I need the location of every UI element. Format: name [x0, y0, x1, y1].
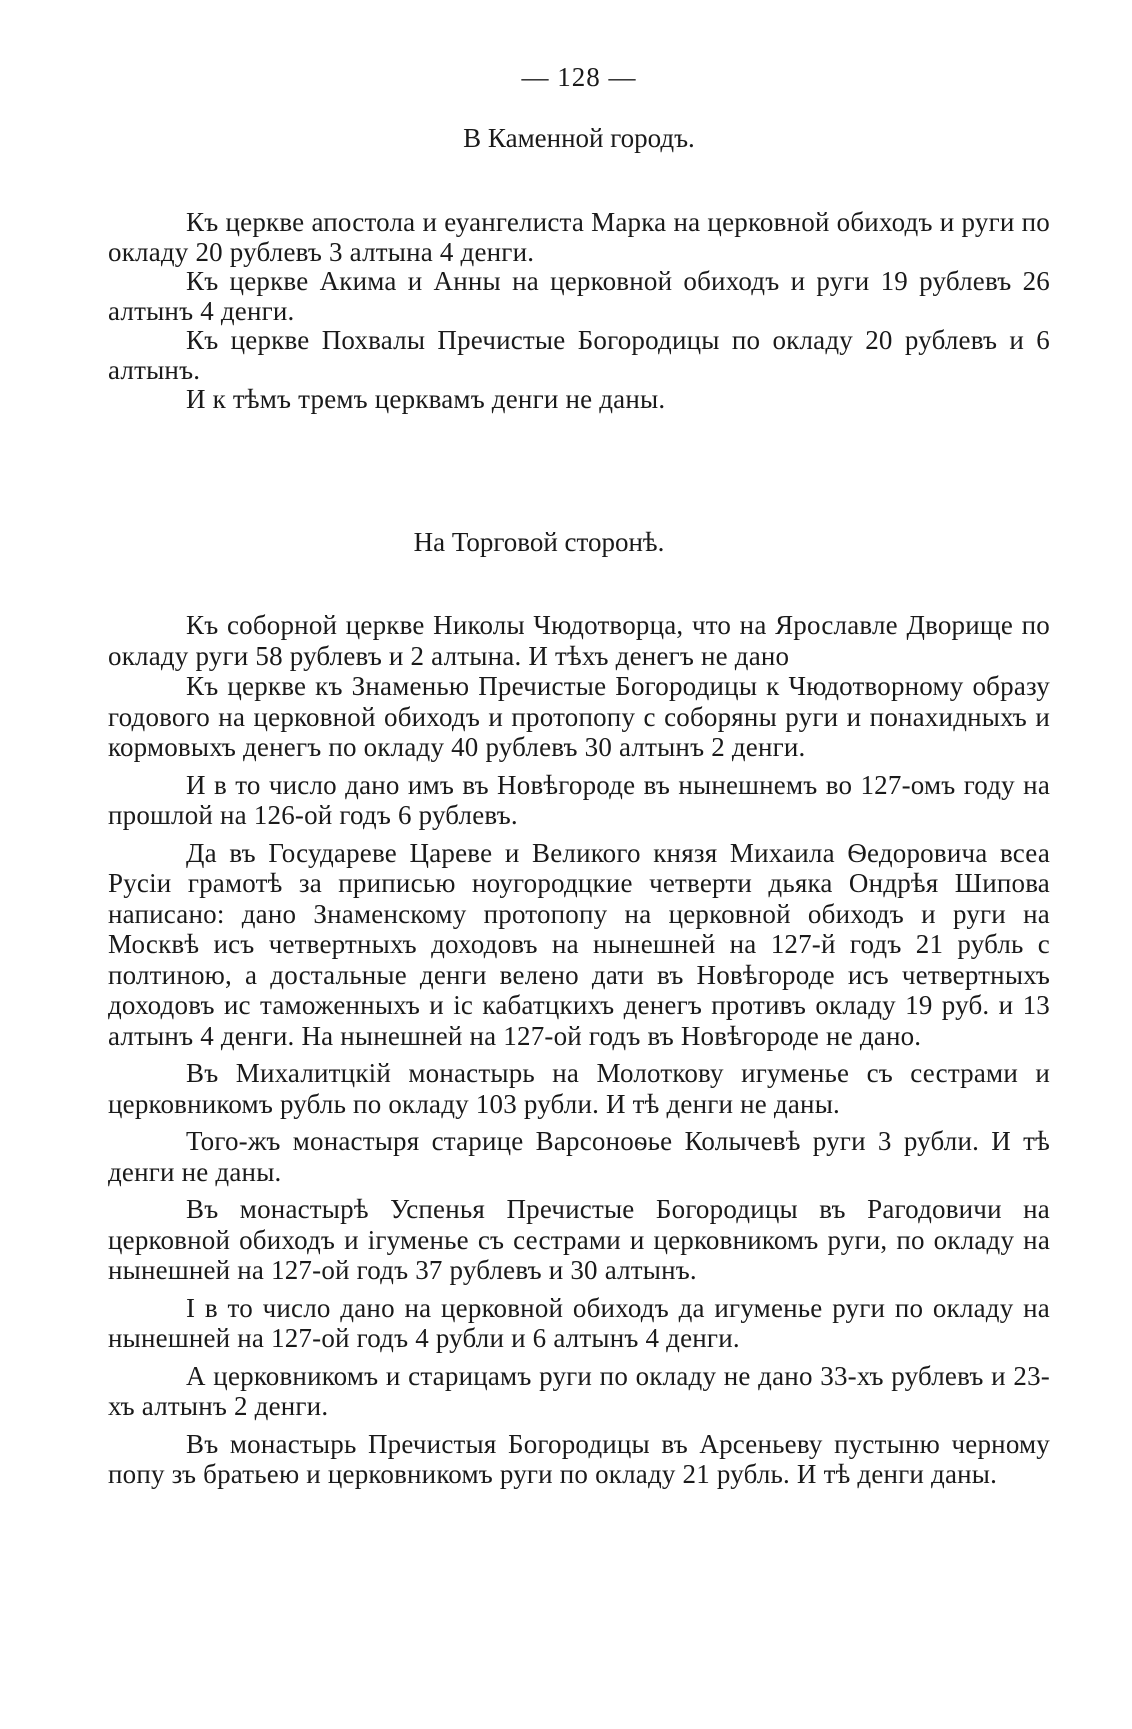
paragraph: Въ монастырѣ Успенья Пречистые Богородицы въ Рагодовичи на церковной обиходъ и ігуменье съ сестрами и церковникомъ руги, по окладу на нынешней на 127-ой годъ 37 рублевъ и 30 алтынъ. — [108, 1194, 1050, 1285]
section-heading-torgovoy-storone: На Торговой сторонѣ. — [413, 527, 665, 557]
section-heading-kamennoy-gorod: В Каменной городъ. — [463, 123, 695, 153]
paragraph: Къ церкве къ Знаменью Пречистые Богородицы к Чюдотворному образу годового на церковной обиходъ и протопопу с соборяны руги и понахидныхъ и кормовыхъ денегъ по окладу 40 рублевъ 30 алтынъ 2 денги. — [108, 671, 1050, 762]
page-number: — 128 — — [521, 62, 637, 92]
paragraph: А церковникомъ и старицамъ руги по окладу не дано 33-хъ рублевъ и 23-хъ алтынъ 2 денги. — [108, 1360, 1050, 1421]
section-torgovoy-storone — [108, 610, 1050, 1497]
paragraph: Къ церкве Похвалы Пречистые Богородицы по окладу 20 рублевъ и 6 алтынъ. — [108, 325, 1050, 385]
section-kamennoy-gorod — [108, 208, 1050, 415]
paragraph: Къ соборной церкве Николы Чюдотворца, что на Ярославле Дворище по окладу руги 58 рублевъ и 2 алтына. И тѣхъ денегъ не дано — [108, 610, 1050, 671]
paragraph: Въ Михалитцкій монастырь на Молоткову игуменье съ сестрами и церковникомъ рубль по окладу 103 рубли. И тѣ денги не даны. — [108, 1058, 1050, 1119]
paragraph: Да въ Государеве Цареве и Великого князя Михаила Ѳедоровича всеа Русіи грамотѣ за приписью ноугородцкие четверти дьяка Ондрѣя Шипова написано: дано Знаменскому протопопу на церковной обиходъ и руги на Москвѣ исъ четвертныхъ доходовъ на нынешней на 127-й годъ 21 рубль с полтиною, а достальные денги велено дати въ Новѣгороде исъ четвертныхъ доходовъ ис таможенныхъ и іс кабатцкихъ денегъ противъ окладу 19 руб. и 13 алтынъ 4 денги. На нынешней на 127-ой годъ въ Новѣгороде не дано. — [108, 837, 1050, 1051]
paragraph: Въ монастырь Пречистыя Богородицы въ Арсеньеву пустыню черному попу зъ братьею и церковникомъ руги по окладу 21 рубль. И тѣ денги даны. — [108, 1428, 1050, 1489]
paragraph: И в то число дано имъ въ Новѣгороде въ нынешнемъ во 127-омъ году на прошлой на 126-ой годъ 6 рублевъ. — [108, 769, 1050, 830]
paragraph: И к тѣмъ тремъ церквамъ денги не даны. — [186, 384, 666, 414]
paragraph: Къ церкве Акима и Анны на церковной обиходъ и руги 19 рублевъ 26 алтынъ 4 денги. — [108, 266, 1050, 326]
paragraph: Къ церкве апостола и еуангелиста Марка на церковной обиходъ и руги по окладу 20 рублевъ 3 алтына 4 денги. — [108, 207, 1050, 267]
paragraph: І в то число дано на церковной обиходъ да игуменье руги по окладу на нынешней на 127-ой годъ 4 рубли и 6 алтынъ 4 денги. — [108, 1292, 1050, 1353]
paragraph: Того-жъ монастыря старице Варсоноѳье Колычевѣ руги 3 рубли. И тѣ денги не даны. — [108, 1126, 1050, 1187]
